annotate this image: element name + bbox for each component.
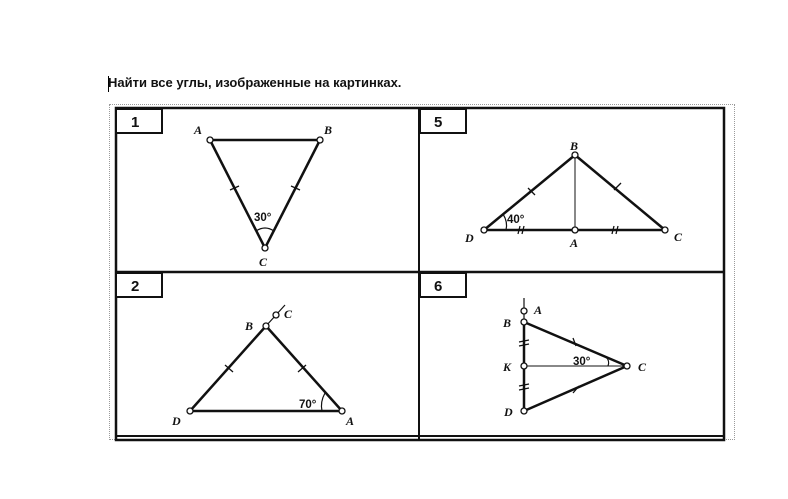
panel-2-vertices <box>187 312 345 414</box>
panel-6-number-box <box>420 273 466 297</box>
panel-1-angle-arc <box>256 228 274 231</box>
panel-6-number: 6 <box>434 278 443 295</box>
panel-2-triangle <box>190 326 342 411</box>
panel-5-label-c: C <box>674 230 683 244</box>
panel-2-angle-value: 70° <box>299 399 317 411</box>
panel-1-angle-value: 30° <box>254 212 272 224</box>
panel-1-label-c: C <box>259 255 268 269</box>
panel-2-label-d: D <box>172 414 181 428</box>
panel-6-label-a: A <box>534 303 543 317</box>
panel-2-angle-arc <box>321 393 325 411</box>
panel-1-tick-marks <box>230 186 300 190</box>
panel-6-label-c: C <box>638 360 647 374</box>
panel-6-label-b: B <box>503 316 512 330</box>
panel-2-label-a: A <box>346 414 355 428</box>
panel-1-triangle <box>210 140 320 248</box>
panel-6-label-d: D <box>504 405 513 419</box>
panel-5-number: 5 <box>434 114 443 131</box>
panel-1-vertices <box>207 137 323 251</box>
panel-5-label-b: B <box>570 139 579 153</box>
panel-6-label-k: K <box>503 360 512 374</box>
panel-5-label-d: D <box>465 231 474 245</box>
panel-5-angle-value: 40° <box>507 214 525 226</box>
panel-1-label-b: B <box>324 123 333 137</box>
panel-2-tick-marks <box>225 365 306 372</box>
panel-1-number: 1 <box>131 114 140 131</box>
panel-2-number-box <box>116 273 162 297</box>
panel-1-label-a: A <box>194 123 203 137</box>
panel-6-angle-value: 30° <box>573 356 591 368</box>
panel-2-label-b: B <box>245 319 254 333</box>
panel-2-label-c: C <box>284 307 293 321</box>
task-instruction: Найти все углы, изображенные на картинках. <box>108 75 402 90</box>
panel-5-number-box <box>420 109 466 133</box>
panel-1-number-box <box>116 109 162 133</box>
panel-5-label-a: A <box>570 236 579 250</box>
panel-2-number: 2 <box>131 278 140 295</box>
